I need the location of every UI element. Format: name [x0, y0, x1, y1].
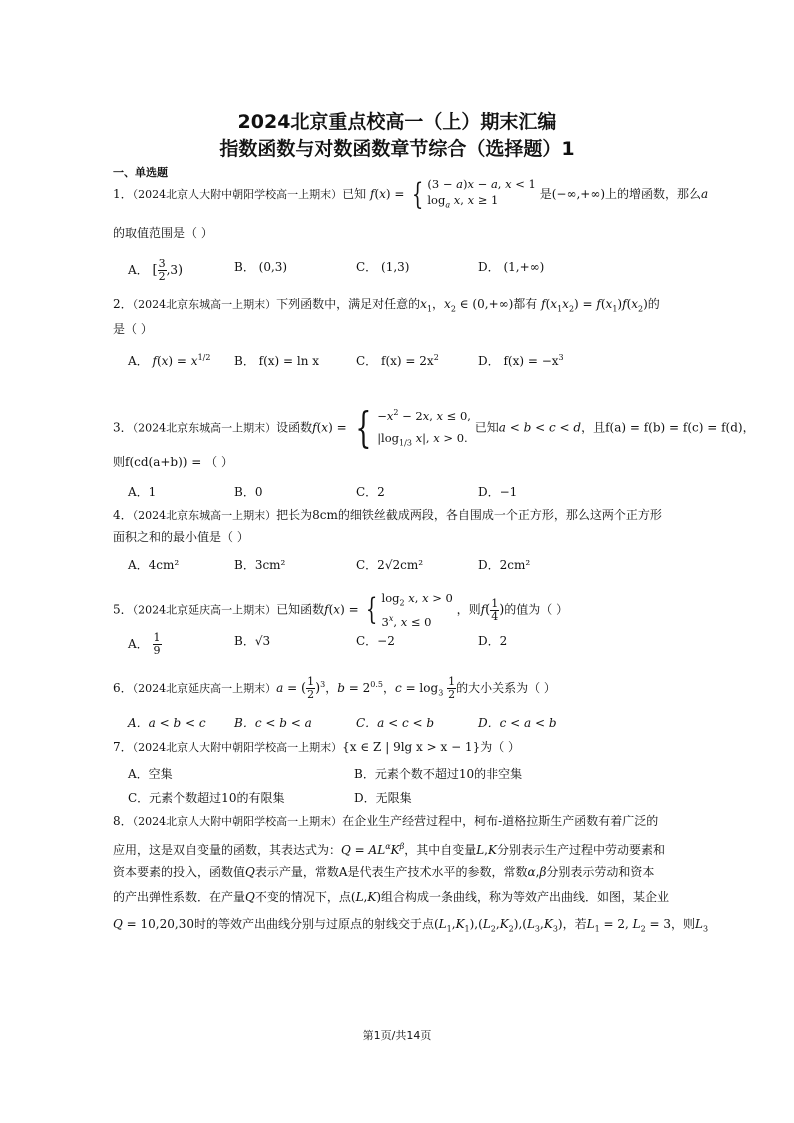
option-d[interactable]: D． (1,+∞): [478, 260, 545, 274]
option-a[interactable]: A．空集: [128, 767, 173, 781]
option-b[interactable]: B．0: [234, 485, 263, 499]
option-b[interactable]: B． (0,3): [234, 260, 288, 274]
document-title: 2024北京重点校高一（上）期末汇编: [237, 111, 557, 133]
option-b[interactable]: B．3cm²: [234, 558, 286, 572]
brace: {: [412, 176, 424, 212]
question-3-line2: 则f(cd(a+b)) = （ ）: [113, 455, 233, 469]
question-2-options: [128, 352, 688, 372]
question-7-options-row2: [128, 789, 688, 809]
option-a[interactable]: A．1: [128, 485, 157, 499]
question-3: 3．（2024北京东城高一上期末）设函数f(x) = { $-x^2 - 2x$, x ≤ 0, $|\log_{1/3}$ x|, x > 0. 已知a < b < c < d，且f(a) = f(b) = f(c) = f(d)，: [113, 403, 755, 453]
option-a[interactable]: A．a < b < c: [128, 716, 206, 730]
function-f: f: [369, 187, 375, 202]
question-4-line2: 面积之和的最小值是（ ）: [113, 530, 249, 544]
option-b[interactable]: B．c < b < a: [234, 716, 312, 730]
question-8-line2: 应用，这是双自变量的函数，其表达式为：$Q = AL^\alpha K^\beta$，其中自变量L,K分别表示生产过程中劳动要素和: [113, 842, 665, 857]
question-5: 5．（2024北京延庆高一上期末）已知函数f(x) = { $\log_2 x$, x > 0 3$^x$, x ≤ 0 ，则f( $\frac{1}{4}$ )的值为（ ）: [113, 591, 569, 630]
option-b[interactable]: B．元素个数不超过10的非空集: [354, 767, 523, 781]
option-b[interactable]: B．√3: [234, 634, 271, 648]
question-3-options: [128, 483, 688, 503]
piecewise-cases: (3 − a)x − a, x < 1 $\log_a x$, x ≥ 1: [427, 177, 536, 210]
option-c[interactable]: C．2: [356, 485, 385, 499]
question-1-line2: 的取值范围是（ ）: [113, 226, 213, 240]
option-c[interactable]: C．2√2cm²: [356, 558, 424, 572]
question-8-line5: Q = 10,20,30时的等效产出曲线分别与过原点的射线交于点$(L_1,K_1),(L_2,K_2),(L_3,K_3)$，若$L_1 = 2$, $L_2 = 3$，则$L_3$: [113, 917, 709, 934]
option-c[interactable]: C．−2: [356, 634, 395, 648]
option-d[interactable]: D．c < a < b: [478, 716, 557, 730]
question-8-line4: 的产出弹性系数．在产量Q不变的情况下，点(L,K)组合构成一条曲线，称为等效产出曲线．如图，某企业: [113, 890, 670, 904]
option-d[interactable]: D．无限集: [354, 791, 412, 805]
option-b[interactable]: B． f(x) = ln x: [234, 354, 320, 368]
page-footer: 第1页/共14页: [362, 1029, 432, 1042]
option-d[interactable]: D．2cm²: [478, 558, 531, 572]
question-1-options: [128, 257, 688, 283]
question-4-options: [128, 556, 688, 576]
question-8-line3: 资本要素的投入，函数值Q表示产量，常数A是代表生产技术水平的参数，常数α,β分别表示劳动和资本: [113, 865, 655, 879]
question-2-line2: 是（ ）: [113, 322, 153, 336]
option-a[interactable]: A．4cm²: [128, 558, 180, 572]
question-4: 4．（2024北京东城高一上期末）把长为8cm的细铁丝截成两段，各自围成一个正方形，那么这两个正方形: [113, 508, 662, 522]
question-8: 8．（2024北京人大附中朝阳学校高一上期末）在企业生产经营过程中，柯布-道格拉斯生产函数有着广泛的: [113, 814, 659, 828]
question-1: 1．（2024北京人大附中朝阳学校高一上期末）已知 f(x) = { (3 − a)x − a, x < 1 $\log_a x$, x ≥ 1 是(−∞,+∞)上的增函数，那么a: [113, 176, 709, 212]
option-a[interactable]: A． [ $\frac{3}{2}$ ,3): [128, 257, 184, 283]
option-a[interactable]: A． $\frac{1}{9}$: [128, 631, 161, 657]
document-subtitle: 指数函数与对数函数章节综合（选择题）1: [219, 138, 575, 160]
question-7-options-row1: [128, 765, 688, 785]
question-6: 6．（2024北京延庆高一上期末）a = ( $\frac{1}{2}$ )$^3$，$b = 2^{0.5}$，$c = \log_3$ $\frac{1}{2}$ 的大小关系为（ ）: [113, 675, 556, 701]
option-c[interactable]: C． $f(x) = 2x^2$: [356, 353, 439, 368]
question-6-options: [128, 714, 688, 734]
option-c[interactable]: C． (1,3): [356, 260, 410, 274]
option-d[interactable]: D．−1: [478, 485, 518, 499]
question-2: 2．（2024北京东城高一上期末）下列函数中，满足对任意的$x_1$，$x_2$ ∈ (0,+∞)都有 $f(x_1x_2) = f(x_1)f(x_2)$的: [113, 297, 660, 314]
question-5-options: [128, 631, 688, 657]
option-c[interactable]: C．元素个数超过10的有限集: [128, 791, 285, 805]
section-heading: 一、单选题: [113, 166, 168, 179]
option-c[interactable]: C．a < c < b: [356, 716, 435, 730]
question-source: （2024北京人大附中朝阳学校高一上期末）: [132, 188, 343, 202]
option-d[interactable]: D．2: [478, 634, 508, 648]
option-d[interactable]: D． $f(x) = -x^3$: [478, 353, 564, 368]
option-a[interactable]: A． $f(x) = x^{1/2}$: [128, 353, 211, 368]
question-7: 7．（2024北京人大附中朝阳学校高一上期末）{x ∈ Z | 9lg x > x − 1}为（ ）: [113, 740, 521, 754]
